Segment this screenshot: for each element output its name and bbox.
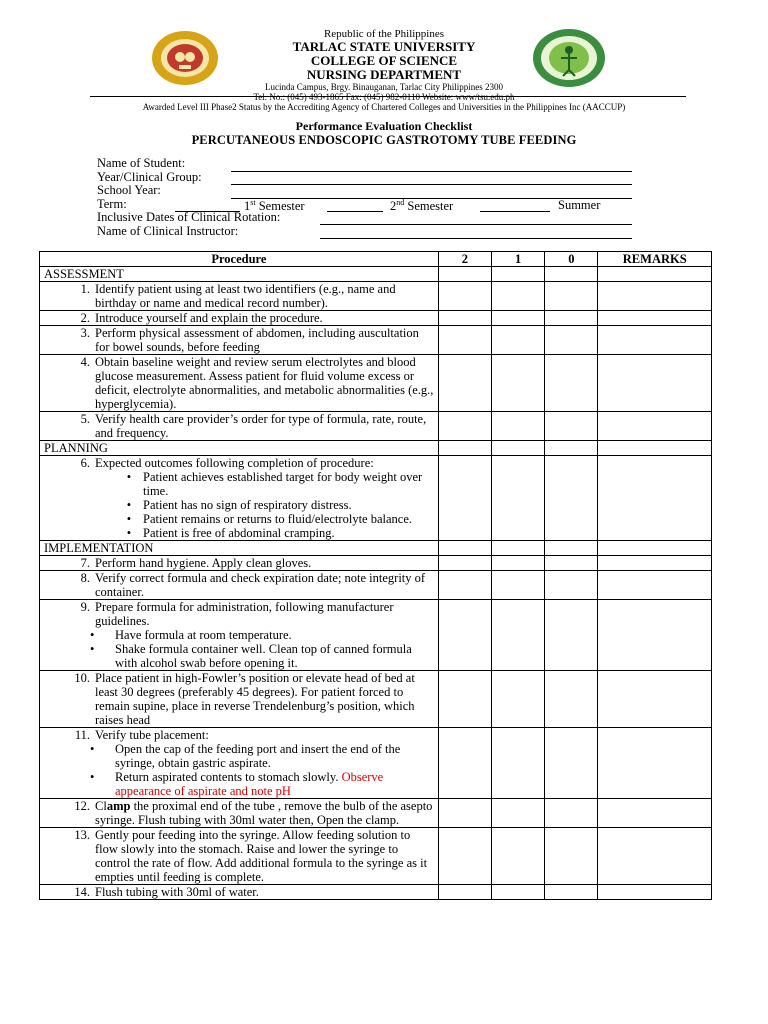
score-0-header: 0 (545, 252, 598, 267)
step-text: Perform hand hygiene. Apply clean gloves. (95, 556, 312, 570)
remarks-cell[interactable] (598, 441, 712, 456)
summer-label: Summer (558, 198, 601, 212)
score-2-cell[interactable] (438, 355, 491, 412)
remarks-cell[interactable] (598, 326, 712, 355)
remarks-cell[interactable] (598, 728, 712, 799)
procedure-cell (40, 600, 439, 671)
score-1-cell[interactable] (492, 556, 545, 571)
procedure-cell (40, 556, 439, 571)
section-implementation: IMPLEMENTATION (40, 541, 439, 556)
step-text: Place patient in high-Fowler’s position or elevate head of bed at least 30 degrees (preferably 45 degrees). For patient forced to remain supine, place in reverse Trendelenburg’s position, which raises head (95, 671, 415, 727)
score-1-cell[interactable] (492, 412, 545, 441)
procedure-cell (40, 311, 439, 326)
score-2-cell[interactable] (438, 456, 491, 541)
score-1-cell[interactable] (492, 728, 545, 799)
step-number: 1. (80, 282, 90, 296)
remarks-cell[interactable] (598, 828, 712, 885)
score-0-cell[interactable] (545, 799, 598, 828)
first-semester-field[interactable] (175, 211, 240, 212)
score-2-cell[interactable] (438, 671, 491, 728)
bullet-text: Have formula at room temperature. (115, 628, 292, 642)
score-1-cell[interactable] (492, 885, 545, 900)
score-1-cell[interactable] (492, 355, 545, 412)
bullet-text: Patient achieves established target for body weight over time. (143, 470, 423, 498)
score-1-cell[interactable] (492, 541, 545, 556)
republic-line: Republic of the Philippines (323, 28, 445, 40)
procedure-cell (40, 355, 439, 412)
procedure-cell (40, 828, 439, 885)
performance-checklist-table (39, 251, 712, 900)
score-2-cell[interactable] (438, 600, 491, 671)
score-1-cell[interactable] (492, 441, 545, 456)
score-0-cell[interactable] (545, 456, 598, 541)
address-line: Lucinda Campus, Brgy. Binauganan, Tarlac City Philippines 2300 (265, 82, 503, 92)
score-0-cell[interactable] (545, 671, 598, 728)
score-1-cell[interactable] (492, 282, 545, 311)
summer-field[interactable] (480, 211, 550, 212)
remarks-cell[interactable] (598, 412, 712, 441)
accreditation-line: Awarded Level III Phase2 Status by the Accrediting Agency of Chartered Colleges and Universities in the Philippines Inc (AACCUP) (142, 102, 626, 112)
step-number: 7. (80, 556, 90, 570)
score-0-cell[interactable] (545, 282, 598, 311)
score-0-cell[interactable] (545, 267, 598, 282)
instructor-field[interactable] (320, 238, 632, 239)
score-2-cell[interactable] (438, 282, 491, 311)
step-number: 10. (74, 671, 90, 685)
table-row (40, 456, 712, 541)
table-row (40, 355, 712, 412)
step-text: Identify patient using at least two identifiers (e.g., name and birthday or name and medical record number). (95, 282, 396, 310)
score-2-cell[interactable] (438, 885, 491, 900)
score-1-cell[interactable] (492, 456, 545, 541)
score-2-header: 2 (438, 252, 491, 267)
bullet-text: Open the cap of the feeding port and insert the end of the syringe, obtain gastric aspirate. (115, 742, 401, 770)
step-text: Verify health care provider’s order for type of formula, rate, route, and frequency. (95, 412, 427, 440)
score-1-cell[interactable] (492, 571, 545, 600)
procedure-cell (40, 412, 439, 441)
bullet-text: Return aspirated contents to stomach slowly. Observe appearance of aspirate and note pH (115, 770, 384, 798)
year-group-label: Year/Clinical Group: (97, 169, 202, 184)
document-title: Performance Evaluation Checklist (295, 119, 473, 133)
bullet-text: Patient is free of abdominal cramping. (143, 526, 335, 540)
table-row (40, 799, 712, 828)
remarks-cell[interactable] (598, 282, 712, 311)
score-2-cell[interactable] (438, 311, 491, 326)
score-0-cell[interactable] (545, 728, 598, 799)
score-0-cell[interactable] (545, 326, 598, 355)
table-row (40, 728, 712, 799)
procedure-cell (40, 728, 439, 799)
bullet-text: Patient has no sign of respiratory distress. (143, 498, 352, 512)
score-1-cell[interactable] (492, 311, 545, 326)
step-text: Flush tubing with 30ml of water. (95, 885, 259, 899)
score-0-cell[interactable] (545, 885, 598, 900)
remarks-cell[interactable] (598, 799, 712, 828)
score-1-cell[interactable] (492, 828, 545, 885)
second-semester-label: 2nd Semester (390, 198, 454, 214)
step-text: Expected outcomes following completion of procedure: (95, 456, 374, 470)
procedure-cell (40, 799, 439, 828)
step-number: 9. (80, 600, 90, 614)
remarks-cell[interactable] (598, 456, 712, 541)
step-text: Prepare formula for administration, following manufacturer guidelines. (95, 600, 394, 628)
step-text: Obtain baseline weight and review serum electrolytes and blood glucose measurement. Assess patient for fluid volume excess or deficit, electrolyte abnormalities, and metabolic abnormalities (e.g., hyperglycemia). (95, 355, 434, 411)
department-name: NURSING DEPARTMENT (306, 67, 462, 82)
score-2-cell[interactable] (438, 571, 491, 600)
table-row (40, 828, 712, 885)
section-assessment: ASSESSMENT (40, 267, 439, 282)
section-row-planning (40, 441, 712, 456)
header-divider (90, 96, 686, 97)
document-subtitle: PERCUTANEOUS ENDOSCOPIC GASTROTOMY TUBE FEEDING (191, 133, 577, 147)
score-2-cell[interactable] (438, 828, 491, 885)
step-number: 5. (80, 412, 90, 426)
score-2-cell[interactable] (438, 326, 491, 355)
table-row (40, 885, 712, 900)
procedure-header: Procedure (40, 252, 439, 267)
step-number: 6. (80, 456, 90, 470)
score-2-cell[interactable] (438, 412, 491, 441)
bullet-icon: • (126, 498, 132, 512)
step-number: 14. (74, 885, 90, 899)
bullet-icon: • (126, 512, 132, 526)
table-row (40, 311, 712, 326)
procedure-cell (40, 571, 439, 600)
section-planning: PLANNING (40, 441, 439, 456)
score-1-cell[interactable] (492, 267, 545, 282)
score-2-cell[interactable] (438, 267, 491, 282)
score-2-cell[interactable] (438, 441, 491, 456)
bullet-icon: • (90, 642, 95, 656)
name-of-student-label: Name of Student: (97, 156, 186, 170)
step-text: Introduce yourself and explain the procedure. (95, 311, 323, 325)
step-text: Clamp the proximal end of the tube , remove the bulb of the asepto syringe. Flush tubing with 30ml water then, Open the clamp. (95, 799, 433, 827)
score-0-cell[interactable] (545, 571, 598, 600)
procedure-cell (40, 282, 439, 311)
score-0-cell[interactable] (545, 828, 598, 885)
first-semester-label: 1st Semester (244, 198, 305, 214)
bullet-icon: • (90, 770, 95, 784)
university-name: TARLAC STATE UNIVERSITY (292, 39, 476, 54)
bullet-text: Shake formula container well. Clean top of canned formula with alcohol swab before opening it. (115, 642, 412, 670)
score-2-cell[interactable] (438, 541, 491, 556)
step-text: Verify tube placement: (95, 728, 209, 742)
instructor-label: Name of Clinical Instructor: (97, 223, 239, 238)
highlighted-instruction: Observe appearance of aspirate and note pH (115, 770, 384, 798)
score-1-cell[interactable] (492, 671, 545, 728)
score-1-cell[interactable] (492, 600, 545, 671)
score-1-header: 1 (492, 252, 545, 267)
bullet-icon: • (90, 628, 95, 642)
bullet-text: Patient remains or returns to fluid/electrolyte balance. (143, 512, 413, 526)
year-group-field[interactable] (231, 184, 632, 185)
term-end-line (550, 198, 632, 199)
remarks-cell[interactable] (598, 556, 712, 571)
score-2-cell[interactable] (438, 728, 491, 799)
step-number: 3. (80, 326, 90, 340)
remarks-cell[interactable] (598, 600, 712, 671)
table-row (40, 556, 712, 571)
procedure-cell (40, 671, 439, 728)
score-0-cell[interactable] (545, 355, 598, 412)
score-0-cell[interactable] (545, 441, 598, 456)
score-0-cell[interactable] (545, 600, 598, 671)
remarks-cell[interactable] (598, 267, 712, 282)
name-of-student-field[interactable] (231, 171, 632, 172)
score-0-cell[interactable] (545, 412, 598, 441)
school-year-label: School Year: (97, 183, 161, 198)
score-1-cell[interactable] (492, 799, 545, 828)
remarks-cell[interactable] (598, 311, 712, 326)
remarks-cell[interactable] (598, 355, 712, 412)
step-number: 11. (74, 728, 90, 742)
score-1-cell[interactable] (492, 326, 545, 355)
step-text: Verify correct formula and check expiration date; note integrity of container. (95, 571, 426, 599)
bullet-icon: • (126, 526, 132, 540)
contact-line: Tel. No.: (045) 493-1865 Fax: (045) 982-0110 Website: www/tsu.edu.ph (253, 92, 515, 102)
table-row (40, 671, 712, 728)
step-number: 2. (80, 311, 90, 325)
score-2-cell[interactable] (438, 799, 491, 828)
table-row (40, 600, 712, 671)
table-row (40, 326, 712, 355)
remarks-header: REMARKS (598, 252, 712, 267)
second-semester-field[interactable] (327, 211, 383, 212)
score-2-cell[interactable] (438, 556, 491, 571)
letterhead (0, 28, 768, 112)
bullet-icon: • (126, 470, 132, 484)
table-row (40, 412, 712, 441)
remarks-cell[interactable] (598, 541, 712, 556)
bullet-icon: • (90, 742, 95, 756)
procedure-cell (40, 326, 439, 355)
step-number: 8. (80, 571, 90, 585)
procedure-cell (40, 885, 439, 900)
table-row (40, 571, 712, 600)
section-row-implementation (40, 541, 712, 556)
step-text: Perform physical assessment of abdomen, including auscultation for bowel sounds, before feeding (95, 326, 419, 354)
step-number: 12. (74, 799, 90, 813)
section-row-assessment (40, 267, 712, 282)
score-0-cell[interactable] (545, 311, 598, 326)
procedure-cell (40, 456, 439, 541)
document-titles (0, 120, 768, 147)
step-number: 4. (80, 355, 90, 369)
step-number: 13. (74, 828, 90, 842)
score-0-cell[interactable] (545, 556, 598, 571)
inclusive-dates-field[interactable] (320, 224, 632, 225)
inclusive-dates-label: Inclusive Dates of Clinical Rotation: (97, 210, 281, 225)
table-header-row (40, 252, 712, 267)
score-0-cell[interactable] (545, 541, 598, 556)
table-row (40, 282, 712, 311)
remarks-cell[interactable] (598, 571, 712, 600)
remarks-cell[interactable] (598, 671, 712, 728)
remarks-cell[interactable] (598, 885, 712, 900)
step-text: Gently pour feeding into the syringe. Allow feeding solution to flow slowly into the stomach. Raise and lower the syringe to control the rate of flow. Add additional formula to the syringe as it empties until feeding is complete. (95, 828, 428, 884)
term-label: Term: (97, 196, 127, 211)
college-name: COLLEGE OF SCIENCE (310, 53, 458, 68)
